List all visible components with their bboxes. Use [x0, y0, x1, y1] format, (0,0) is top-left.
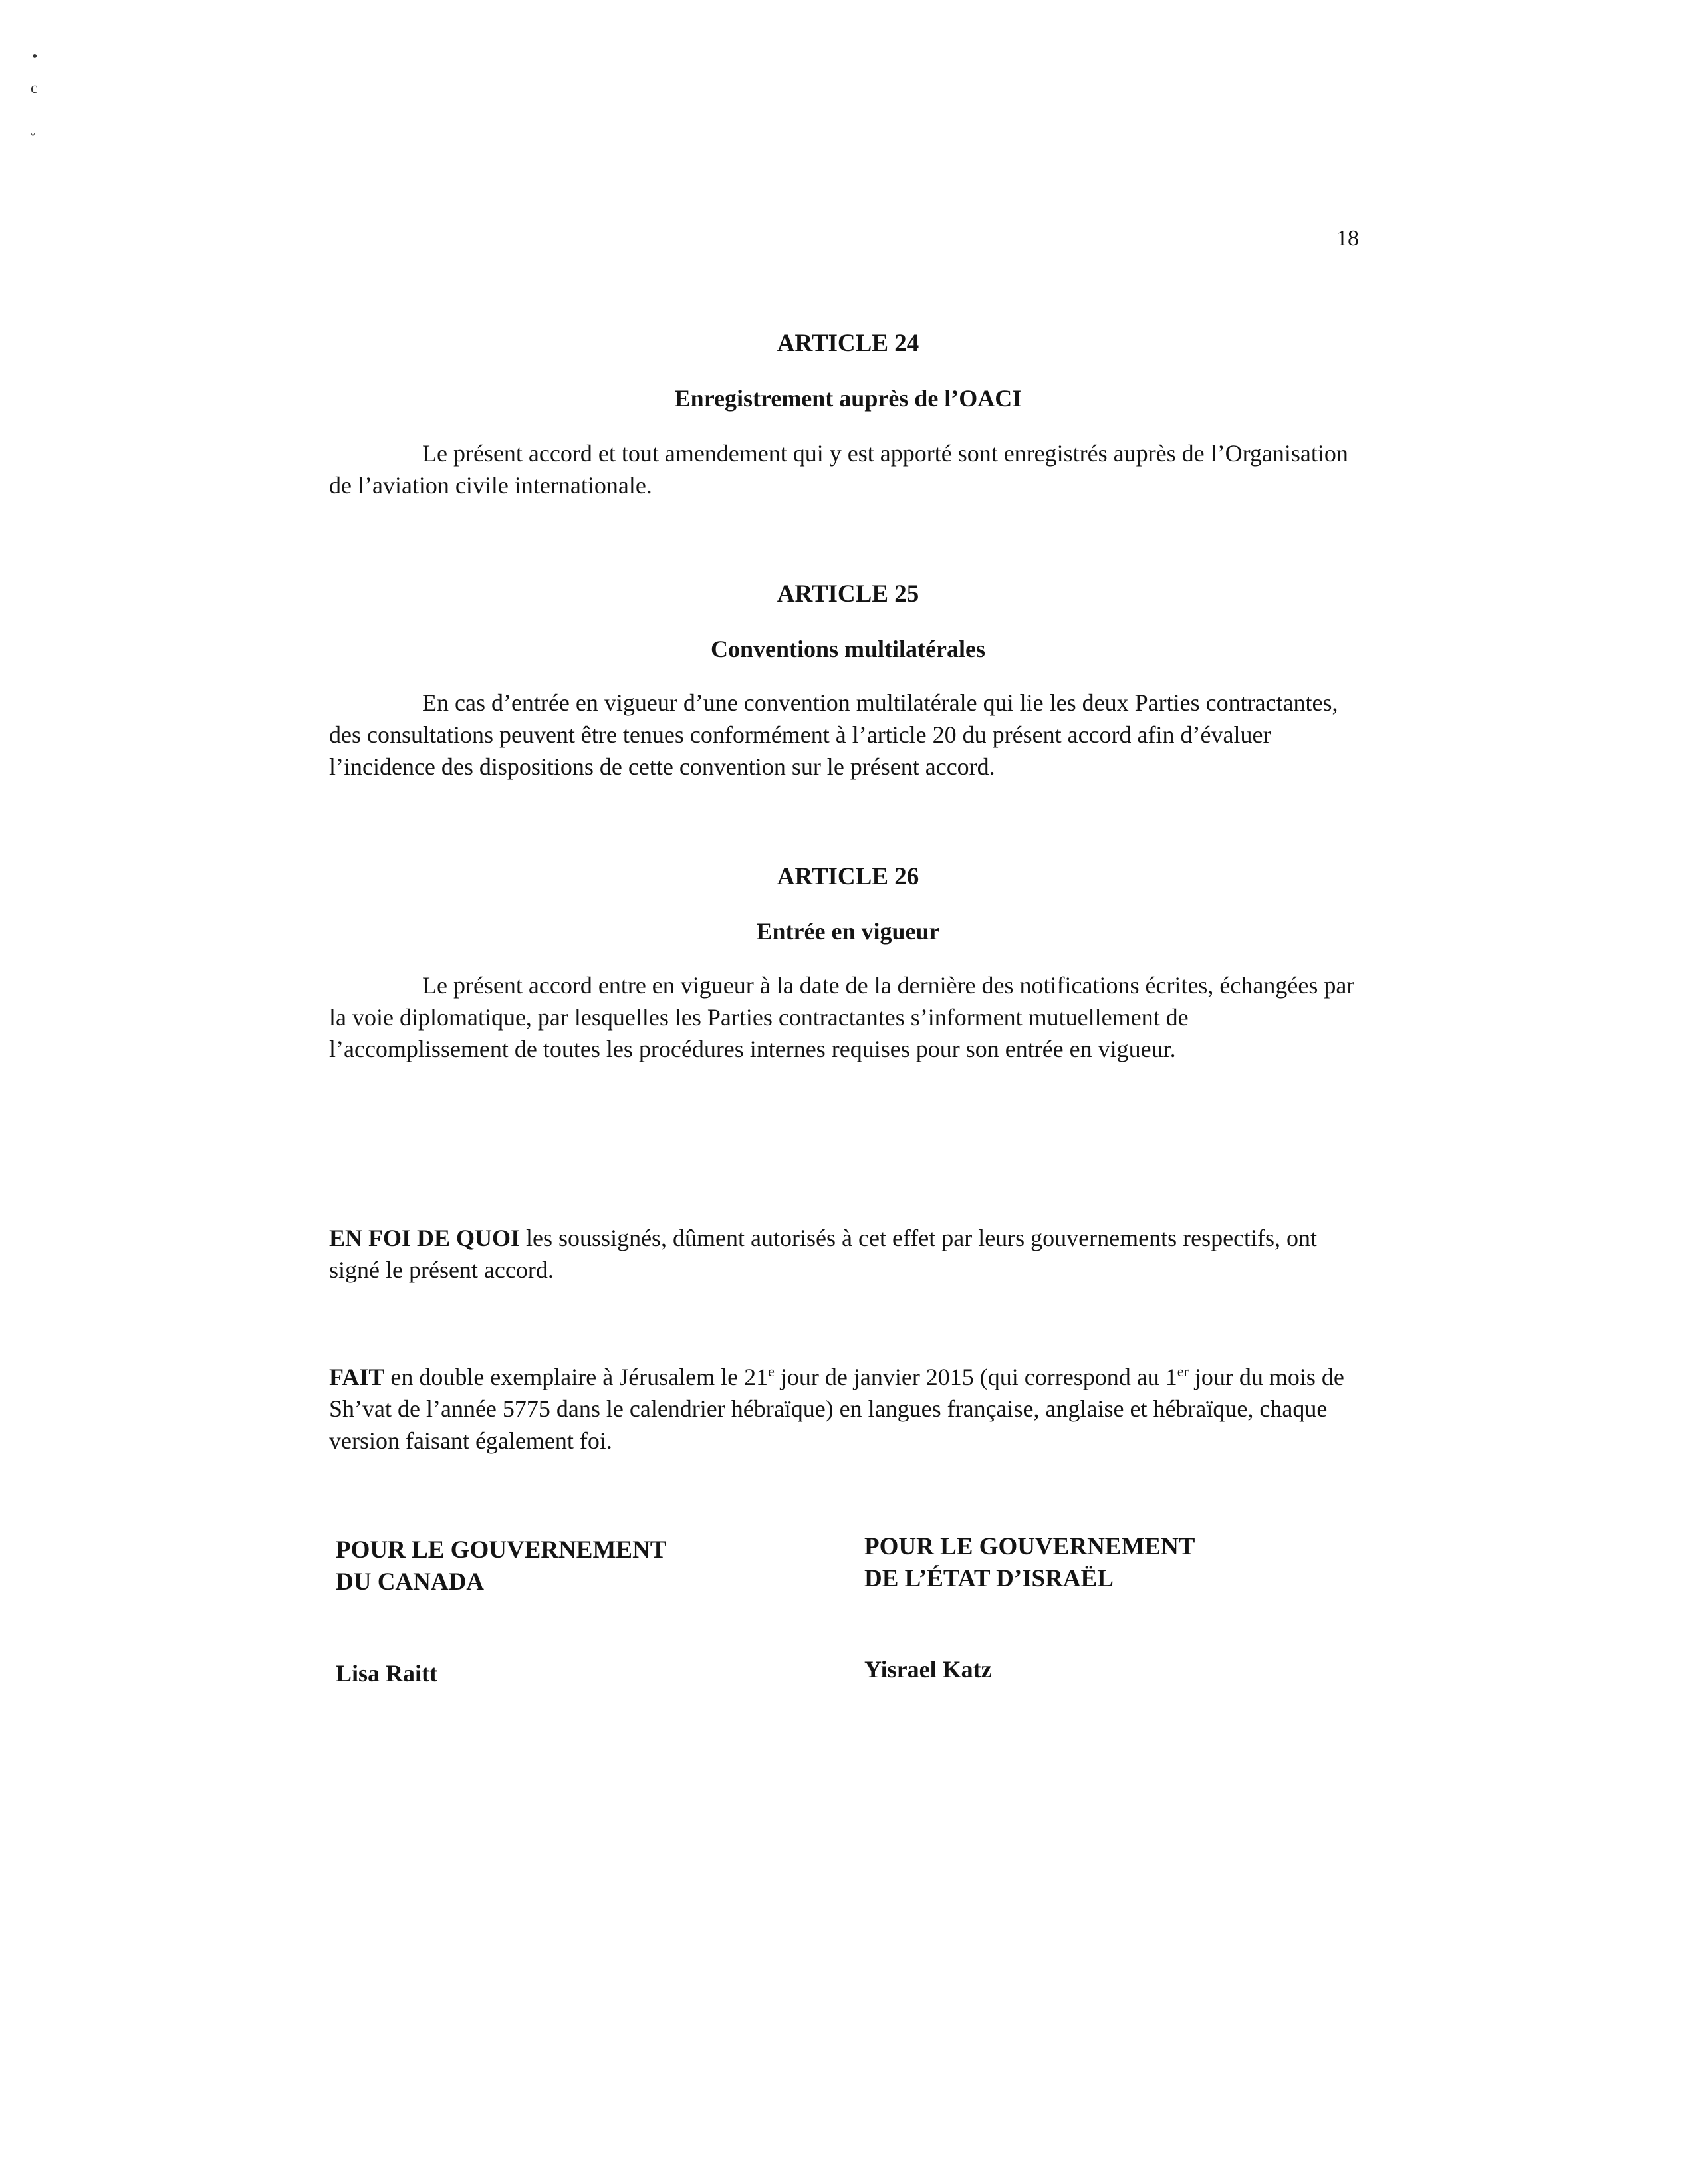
witness-text: les soussignés, dûment autorisés à cet effet par leurs gouvernements respectifs, ont signé le présent accord. [329, 1225, 1318, 1283]
done-text-3: jour du mois de Sh’vat de l’année 5775 dans le calendrier hébraïque) en langues française, anglaise et hébraïque, chaque version faisant également foi. [329, 1364, 1344, 1454]
article-25-heading: ARTICLE 25 [777, 580, 919, 608]
margin-mark-dot: • [32, 48, 38, 65]
margin-mark-c: c [31, 80, 38, 97]
article-26-heading: ARTICLE 26 [777, 863, 919, 890]
article-25-body: En cas d’entrée en vigueur d’une convention multilatérale qui lie les deux Parties contractantes, des consultations peuvent être tenues conformément à l’article 20 du présent accord afin d’évaluer l’incidence des dispositions de cette convention sur le présent accord. [329, 689, 1338, 780]
done-text-2: jour de janvier 2015 (qui correspond au 1 [774, 1364, 1177, 1390]
witness-lead: EN FOI DE QUOI [329, 1225, 521, 1251]
signatory-canada-line1: POUR LE GOUVERNEMENT [336, 1536, 667, 1564]
article-24-heading: ARTICLE 24 [777, 330, 919, 357]
article-25-title: Conventions multilatérales [711, 636, 985, 662]
article-26-text [329, 969, 1366, 1065]
signatory-israel-name: Yisrael Katz [864, 1656, 992, 1683]
signatory-canada-block [336, 1534, 666, 1598]
signatory-israel-line2: DE L’ÉTAT D’ISRAËL [864, 1565, 1114, 1592]
page-number: 18 [1336, 226, 1359, 251]
signatory-canada-line2: DU CANADA [336, 1568, 485, 1596]
article-24-title: Enregistrement auprès de l’OACI [674, 385, 1022, 412]
signatory-israel-block [864, 1531, 1195, 1595]
signatory-israel-line1: POUR LE GOUVERNEMENT [864, 1533, 1195, 1560]
article-26-title: Entrée en vigueur [756, 918, 940, 945]
done-sup-2: er [1177, 1363, 1189, 1380]
margin-mark-tick: ᵕ [31, 126, 35, 144]
done-clause [329, 1361, 1366, 1457]
done-text-1: en double exemplaire à Jérusalem le 21 [384, 1364, 769, 1390]
article-24-body: Le présent accord et tout amendement qui y est apporté sont enregistrés auprès de l’Organisation de l’aviation civile internationale. [329, 440, 1348, 499]
done-lead: FAIT [329, 1364, 385, 1390]
article-24-text [329, 437, 1366, 501]
article-26-body: Le présent accord entre en vigueur à la date de la dernière des notifications écrites, échangées par la voie diplomatique, par lesquelles les Parties contractantes s’informent mutuellement de l’accomplissement de toutes les procédures internes requises pour son entrée en vigueur. [329, 972, 1355, 1062]
witness-clause [329, 1222, 1366, 1286]
signatory-canada-name: Lisa Raitt [336, 1660, 437, 1687]
done-sup-1: e [768, 1363, 775, 1380]
article-25-text [329, 687, 1366, 783]
